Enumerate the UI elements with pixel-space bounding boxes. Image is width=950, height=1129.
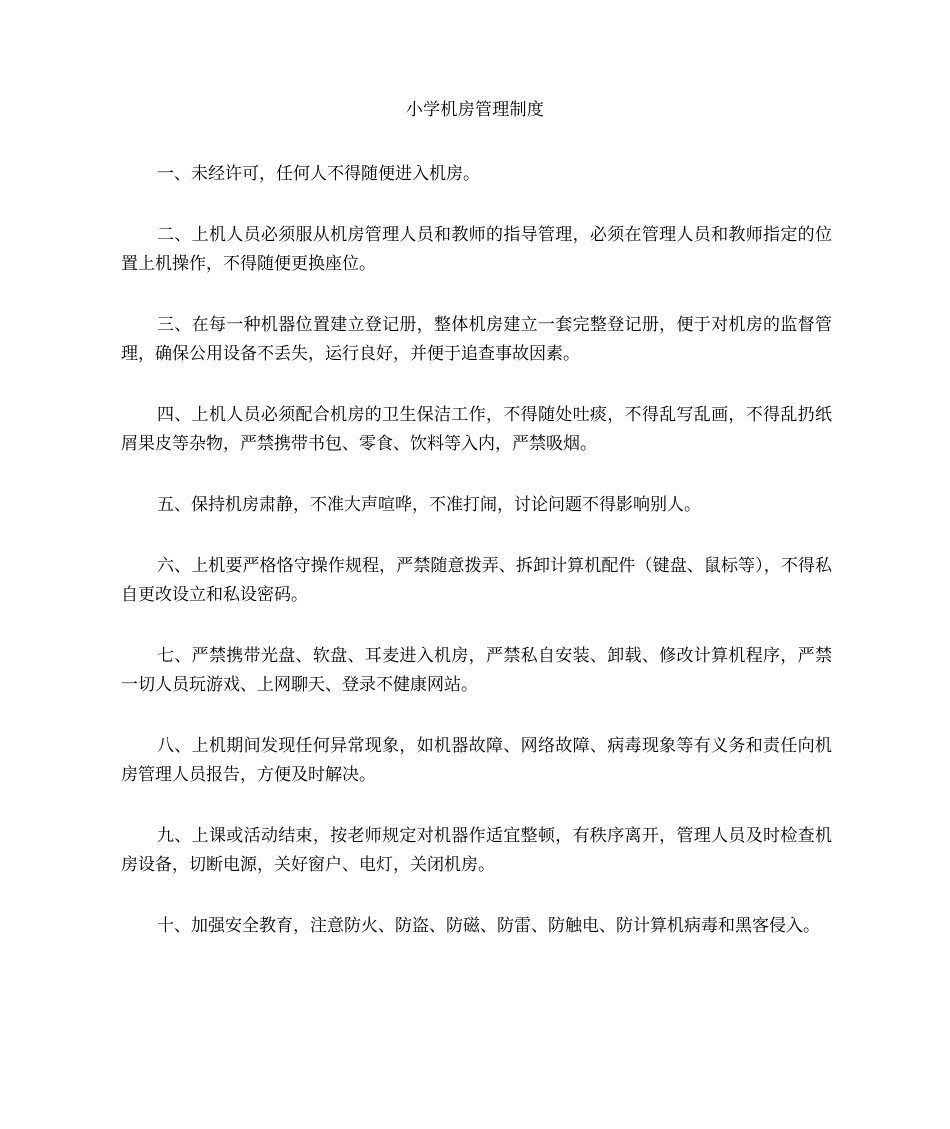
rule-paragraph-9: 九、上课或活动结束，按老师规定对机器作适宜整顿，有秩序离开，管理人员及时检查机房设备，切断电源，关好窗户、电灯，关闭机房。 [121, 826, 832, 875]
rule-paragraph-2: 二、上机人员必须服从机房管理人员和教师的指导管理，必须在管理人员和教师指定的位置上机操作，不得随便更换座位。 [121, 225, 832, 274]
document-body [121, 160, 832, 973]
rule-paragraph-4: 四、上机人员必须配合机房的卫生保洁工作，不得随处吐痰，不得乱写乱画，不得乱扔纸屑果皮等杂物，严禁携带书包、零食、饮料等入内，严禁吸烟。 [121, 405, 832, 454]
rule-paragraph-6: 六、上机要严格恪守操作规程，严禁随意拨弄、拆卸计算机配件（键盘、鼠标等），不得私自更改设立和私设密码。 [121, 556, 832, 605]
rule-paragraph-10: 十、加强安全教育，注意防火、防盗、防磁、防雷、防触电、防计算机病毒和黑客侵入。 [157, 916, 820, 936]
rule-paragraph-1: 一、未经许可，任何人不得随便进入机房。 [157, 164, 480, 184]
rule-paragraph-3: 三、在每一种机器位置建立登记册，整体机房建立一套完整登记册，便于对机房的监督管理，确保公用设备不丢失，运行良好，并便于追查事故因素。 [121, 315, 832, 364]
rule-paragraph-7: 七、严禁携带光盘、软盘、耳麦进入机房，严禁私自安装、卸载、修改计算机程序，严禁一切人员玩游戏、上网聊天、登录不健康网站。 [121, 646, 832, 695]
document-title: 小学机房管理制度 [405, 100, 545, 120]
rule-paragraph-8: 八、上机期间发现任何异常现象，如机器故障、网络故障、病毒现象等有义务和责任向机房管理人员报告，方便及时解决。 [121, 736, 832, 785]
rule-paragraph-5: 五、保持机房肃静，不准大声喧哗，不准打闹，讨论问题不得影响别人。 [157, 495, 701, 515]
